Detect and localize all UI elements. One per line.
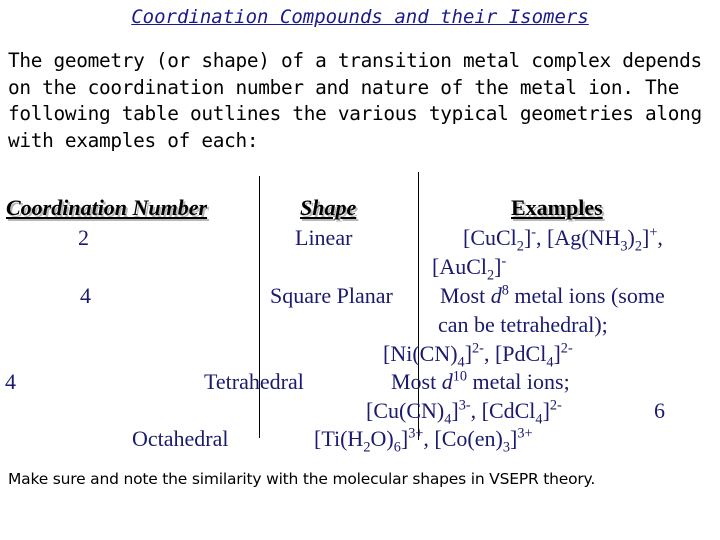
row2-shape: Square Planar — [270, 283, 393, 308]
row2-examples-line3: $[Ni(CN)_4]^{2-}$, [PdCl$_4$]$^{2-}$ — [383, 340, 573, 371]
row3-examples-line2: $[Cu(CN)_4]^{3-}$, [CdCl$_4$]$^{2-}$ — [366, 397, 562, 428]
row1-examples-line1: [CuCl$_2$]-, $[Ag(NH_3)_2]^+$, — [463, 224, 663, 255]
row1-examples-line2: [AuCl$_2$]- — [432, 253, 507, 284]
intro-paragraph: The geometry (or shape) of a transition metal complex depends on the coordination number and nature of the metal ion. The following table outlines the various typical geometries along with examples of each: — [8, 49, 702, 152]
row2-examples-line1: Most $d^8$ metal ions (some — [440, 282, 665, 308]
row2-coordination-number: 4 — [80, 283, 91, 308]
column-divider — [259, 176, 260, 438]
footer-note: Make sure and note the similarity with the molecular shapes in VSEPR theory. — [8, 470, 596, 488]
page-title: Coordination Compounds and their Isomers — [131, 6, 589, 28]
header-shape: Shape — [300, 195, 357, 220]
row3-shape: Tetrahedral — [204, 369, 304, 394]
row3-coordination-number: 4 — [5, 369, 16, 394]
row3-examples-line1: Most $d^{10}$ metal ions; — [391, 368, 570, 394]
row4-examples-line1: $[Ti(H_2O)_6]^{3+}$, $[Co(en)_3]^{3+}$ — [314, 425, 533, 456]
row2-examples-line2: can be tetrahedral); — [438, 312, 608, 337]
header-examples: Examples — [511, 195, 603, 220]
header-coordination-number: Coordination Number — [6, 195, 208, 220]
row4-shape: Octahedral — [132, 426, 229, 451]
row1-shape: Linear — [295, 225, 353, 250]
row1-coordination-number: 2 — [78, 225, 89, 250]
row4-coordination-number: 6 — [654, 398, 665, 423]
